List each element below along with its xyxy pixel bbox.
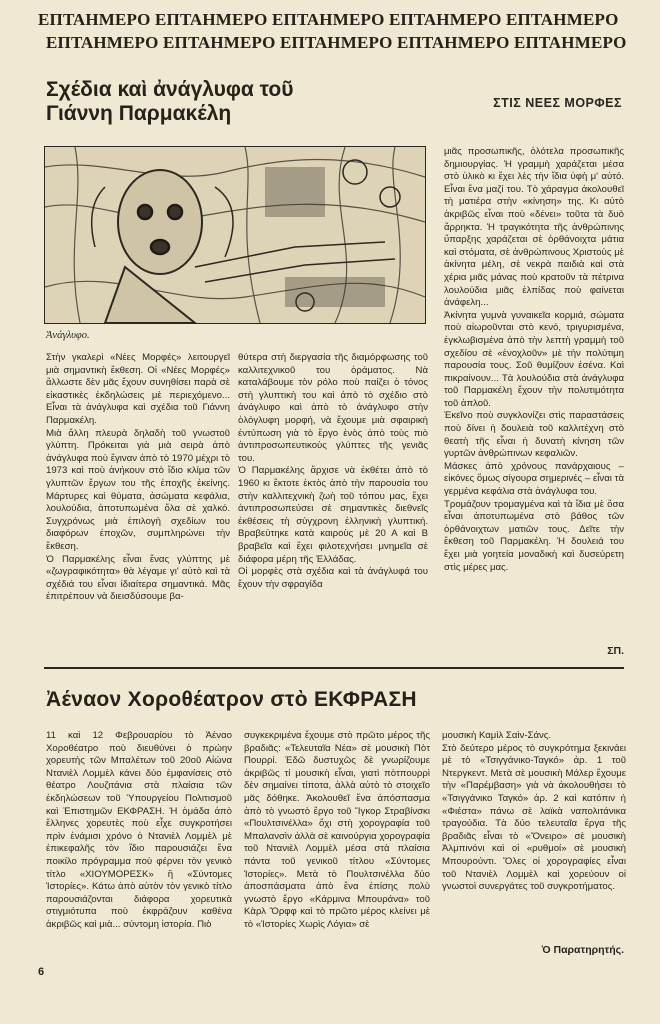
article-2-title: Ἀέναον Χοροθέατρον στὸ ΕΚΦΡΑΣΗ [46, 688, 417, 711]
article-2-signature: Ὁ Παρατηρητής. [541, 944, 624, 956]
masthead-band-top: ΕΠΤΑΗΜΕΡΟ ΕΠΤΑΗΜΕΡΟ ΕΠΤΑΗΜΕΡΟ ΕΠΤΑΗΜΕΡΟ ΕΠΤΑΗΜΕΡΟ [38, 10, 619, 29]
article-2-column-1: 11 καὶ 12 Φεβρουαρίου τὸ Ἀέναο Χοροθέατρο ποὺ διευθύνει ὁ πρώην χορευτὴς τῶν Μπαλέτων τοῦ 20οῦ Αἰώνα Ντανιὲλ Λομμὲλ κάνει δύο ἐμφανίσεις στὸ θέατρο Λουζιτάνια στὰ πλαίσια τῶν ἐκδηλώσεων τοῦ Ὑπουργείου Πολιτισμοῦ καὶ Ἐπιστημῶν ΕΚΦΡΑΣΗ. Ἡ ὁμάδα ἀπὸ ἕλληνες χορευτὲς ποὺ εἶχε συγκροτήσει πρὶν ἐνάμισι χρόνο ὁ Ντανιὲλ Λομμὲλ μὲ ἐπικεφαλῆς τὸν ἴδιο παρουσιάζει ἕνα ποικίλο πρόγραμμα ποὺ φέρνει τὸν γενικὸ τίτλο «ΧΙΟΥΜΟΡΕΣΚ» ἢ «Σύντομες Ἱστορίες». Κάτω ἀπὸ αὐτὸν τὸν γενικὸ τίτλο παρουσιάζονται διάφορα χορευτικὰ στιγμιότυπα ποὺ ἐκφράζουν καθένα ἀκριβῶς καὶ μιὰ... σύντομη ἱστορία. Πιὸ [46, 730, 232, 930]
image-caption: Ἀνάγλυφο. [46, 330, 90, 341]
section-label: ΣΤΙΣ ΝΕΕΣ ΜΟΡΦΕΣ [493, 96, 622, 110]
article-1-column-3: μιᾶς προσωπικῆς, ὁλότελα προσωπικῆς δημιουργίας. Ἡ γραμμὴ χαράζεται μέσα στὸ ὑλικὸ κι ἔχει λὲς τὴν ἴδια ὑφὴ μ' αὐτό. Εἶναι ἕνα μαζί του. Τὸ χάραγμα ἀκολουθεῖ τὴ ματιέρα στὴν «κίνηση» της. Κι αὐτὸ ἀκριβῶς εἶναι ποὺ «δένει» τοῦτα τὰ δυὸ ἄρρηκτα. Ἡ τραγικότητα τῆς ἀνθρώπινης ὕπαρξης χαράζεται σὲ ὀρθάνοιχτα μάτια καὶ στόματα, σὲ ἀνθρώπινους Χριστοὺς μὲ ἀκίνητα μέλη, σὲ νεκρὰ παιδιὰ καὶ στὰ χέρια μιᾶς μάνας ποὺ κρατοῦν τὰ πέτρινα λουλούδια μιᾶς ἐλπίδας ποὺ φαίνεται ἀνάφελη... Ἀκίνητα γυμνὰ γυναικεῖα κορμιά, σώματα ποὺ αἰωροῦνται στὸ κενό, τριγυρισμένα, ἐγκλωβισμένα ἀπὸ τὴν λεπτὴ γραμμὴ τοῦ σχεδίου σὲ «ἐνοχλοῦν» μὲ τὴν πολύτιμη παρουσία τους. Σοῦ θυμίζουν ἐσένα. Καὶ πικραίνουν... Τὰ λουλούδια στὰ ἀνάγλυφα τοῦ Παρμακέλη ἔχουν τὴν πολυτιμότητα τοῦ ἁπλοῦ. Ἐκεῖνο ποὺ συγκλονίζει στὶς παραστάσεις ποὺ δίνει ἡ δουλειὰ τοῦ καλλιτέχνη στὸ θεατὴ τῆς εἶναι ἡ δυνατὴ κίνηση τῶν γυρτῶν ἀνθρώπινων κεφαλιῶν. Μάσκες ἀπὸ χρόνους πανάρχαιους – εἰκόνες ὅμως σίγουρα σημερινές – εἶναι τὰ γερμένα κεφάλια στὰ ἀνάγλυφα του. Τρομάζουν τρομαγμένα καὶ τὰ ἴδια μὲ ὅσα εἶναι ἀποτυπωμένα στὸ βάθος τῶν ὀρθάνοιχτων ματιῶν τους. Δεῖτε τὴν ἔκθεση τοῦ Παρμακέλη. Ἡ δουλειά του ἔχει μιὰ γοητεία μοναδικὴ καὶ δυσεύρετη στὶς μέρες μας. [444, 146, 624, 573]
masthead-band-bottom: ΕΠΤΑΗΜΕΡΟ ΕΠΤΑΗΜΕΡΟ ΕΠΤΑΗΜΕΡΟ ΕΠΤΑΗΜΕΡΟ ΕΠΤΑΗΜΕΡΟ [46, 33, 627, 52]
article-1-column-1: Στὴν γκαλερὶ «Νέες Μορφές» λειτουργεῖ μιὰ σημαντικὴ ἔκθεση. Οἱ «Νέες Μορφές» ἄλλωστε δὲν μᾶς ἔχουν συνηθίσει παρὰ σὲ εἰκαστικὲς ἐκδηλώσεις μὲ περιεχόμενο... Εἶναι τὰ ἀνάγλυφα καὶ σχέδια τοῦ Γιάννη Παρμακέλη. Μιὰ ἄλλη πλευρὰ δηλαδὴ τοῦ γνωστοῦ γλύπτη. Πρόκειται γιὰ μιὰ σειρὰ ἀπὸ ἀνάγλυφα ποὺ ἔγιναν ἀπὸ τὸ 1970 μέχρι τὸ 1973 καὶ ποὺ ἀνήκουν στὸ ἴδιο κλίμα τῶν γλυπτῶν ἔργων του τῆς ἐποχῆς ἐκείνης. Μάρτυρες καὶ θύματα, ἀσώματα κεφάλια, λουλούδια, ἀποτυπωμένα ὅλα σὲ χαλκό. Συγχρόνως μιὰ ἐπιλογὴ σχεδίων του διαφόρων ἐποχῶν, συμπληρώνει τὴν ἔκθεση. Ὁ Παρμακέλης εἶναι ἕνας γλύπτης μὲ «ζωγραφικότητα» θὰ λέγαμε γι' αὐτὸ καὶ τὰ σχέδιά του εἶναι ἰδιαίτερα σημαντικά. Μᾶς ἐπιτρέπουν νὰ διεισδύσουμε βα- [46, 352, 230, 603]
page-number: 6 [38, 966, 45, 978]
article-1-title: Σχέδια καὶ ἀνάγλυφα τοῦ Γιάννη Παρμακέλη [46, 78, 294, 125]
article-2-column-3: μουσικὴ Καμὶλ Σαὶν-Σάνς. Στὸ δεύτερο μέρος τὸ συγκρότημα ξεκινάει μὲ τὸ «Τσιγγάνικο-Ταγκό» ἀρ. 1 τοῦ Ντεργκεντ. Μετὰ σὲ μουσικὴ Μάλερ ἔχουμε τὴν «Παρέμβαση» γιὰ νὰ ἀκολουθήσει τὸ «Τσιγγάνικο Ταγκό» ἀρ. 2 καὶ κατόπιν ἡ «Φιέστα» πάνω σὲ λαϊκὰ ναπολιτάνικα τραγούδια. Τὰ δύο τελευταῖα ἔργα τῆς βραδιᾶς εἶναι τὸ «Ὄνειρο» σὲ μουσικὴ Ἀλμπινόνι καὶ οἱ «ρυθμοί» σὲ μουσικὴ Μπουρούντι. Ὅλες οἱ χορογραφίες εἶναι τοῦ Ντανιὲλ Λομμὲλ καὶ χορεύουν οἱ γνωστοὶ συνεργάτες τοῦ συγκροτήματος. [442, 730, 626, 893]
relief-illustration [45, 147, 425, 323]
article-2-column-2: συγκεκριμένα ἔχουμε στὸ πρῶτο μέρος τῆς βραδιᾶς: «Τελευταῖα Νέα» σὲ μουσικὴ Πὸτ Πουρρί. Ἐδῶ δυστυχῶς δὲ γνωρίζουμε ἀκριβῶς τί μουσικὴ εἶναι, γιατὶ πὸτπουρρὶ δὲν σημαίνει τίποτα, ἀλλὰ αὐτὸ τὸ στοιχεῖο μᾶς δόθηκε. Ἀκολουθεῖ ἕνα ἀπόσπασμα ἀπὸ τὸ γνωστὸ ἔργο τοῦ Ἴγκορ Στραβίνσκι «Πουλτσινέλλα» ὄχι στὴ χορογραφία τοῦ Μπαλανσὶν ἀλλὰ σὲ καινούργια χορογραφία τοῦ Ντανιὲλ Λομμὲλ μέσα στὰ πλαίσια πάντα τοῦ γενικοῦ τίτλου «Σύντομες Ἱστορίες». Μετὰ τὸ Πουλτσινέλλα δύο ἀποσπάσματα ἀπὸ ἕνα ἐπίσης πολὺ γνωστὸ ἔργο «Κάρμινα Μπουράνα» τοῦ Κὰρλ Ὄρφφ καὶ τὸ πρῶτο μέρος κλείνει μὲ τὸ «Ἱστορίες Χωρὶς Λόγια» σὲ [244, 730, 430, 930]
article-1-signature: ΣΠ. [607, 645, 624, 657]
article-1-column-2: θύτερα στὴ διεργασία τῆς διαμόρφωσης τοῦ καλλιτεχνικοῦ του ὁράματος. Νὰ καταλάβουμε τὸν ρόλο ποὺ παίζει ὁ τόνος στὴ γλυπτικὴ του καὶ ἀπὸ τὸ σχέδιο στὸ ἀνάγλυφο καὶ ἀπὸ τὸ ἀνάγλυφο στὴν ὁλόγλυφη μορφή, νὰ ἔχουμε μιὰ σφαιρικὴ ἐντύπωση γιὰ τὸ ἔργο ἑνὸς ἀπὸ τοὺς πιὸ ἀντιπροσωπευτικοὺς γλύπτες τῆς γενιᾶς του. Ὁ Παρμακέλης ἄρχισε νὰ ἐκθέτει ἀπὸ τὸ 1960 κι ἔκτοτε ἐκτὸς ἀπὸ τὴν παρουσία του στὴν καλλιτεχνικὴ ζωὴ τοῦ τόπου μας, ἔχει ἀντιπροσωπεύσει σὲ σημαντικὲς διεθνεῖς ἐκθέσεις τὴ σύγχρονη ἑλληνικὴ γλυπτική. Βραβεύτηκε κατὰ καιροὺς μὲ 20 Α καὶ Β βραβεῖα καὶ ἔχει φιλοτεχνήσει μνημεῖα σὲ διάφορα μέρη τῆς Ἑλλάδας. Οἱ μορφὲς στὰ σχέδια καὶ τὰ ἀνάγλυφά του ἔχουν τὴν σφραγίδα [238, 352, 428, 590]
relief-artwork-image [44, 146, 426, 324]
section-divider [44, 667, 624, 669]
